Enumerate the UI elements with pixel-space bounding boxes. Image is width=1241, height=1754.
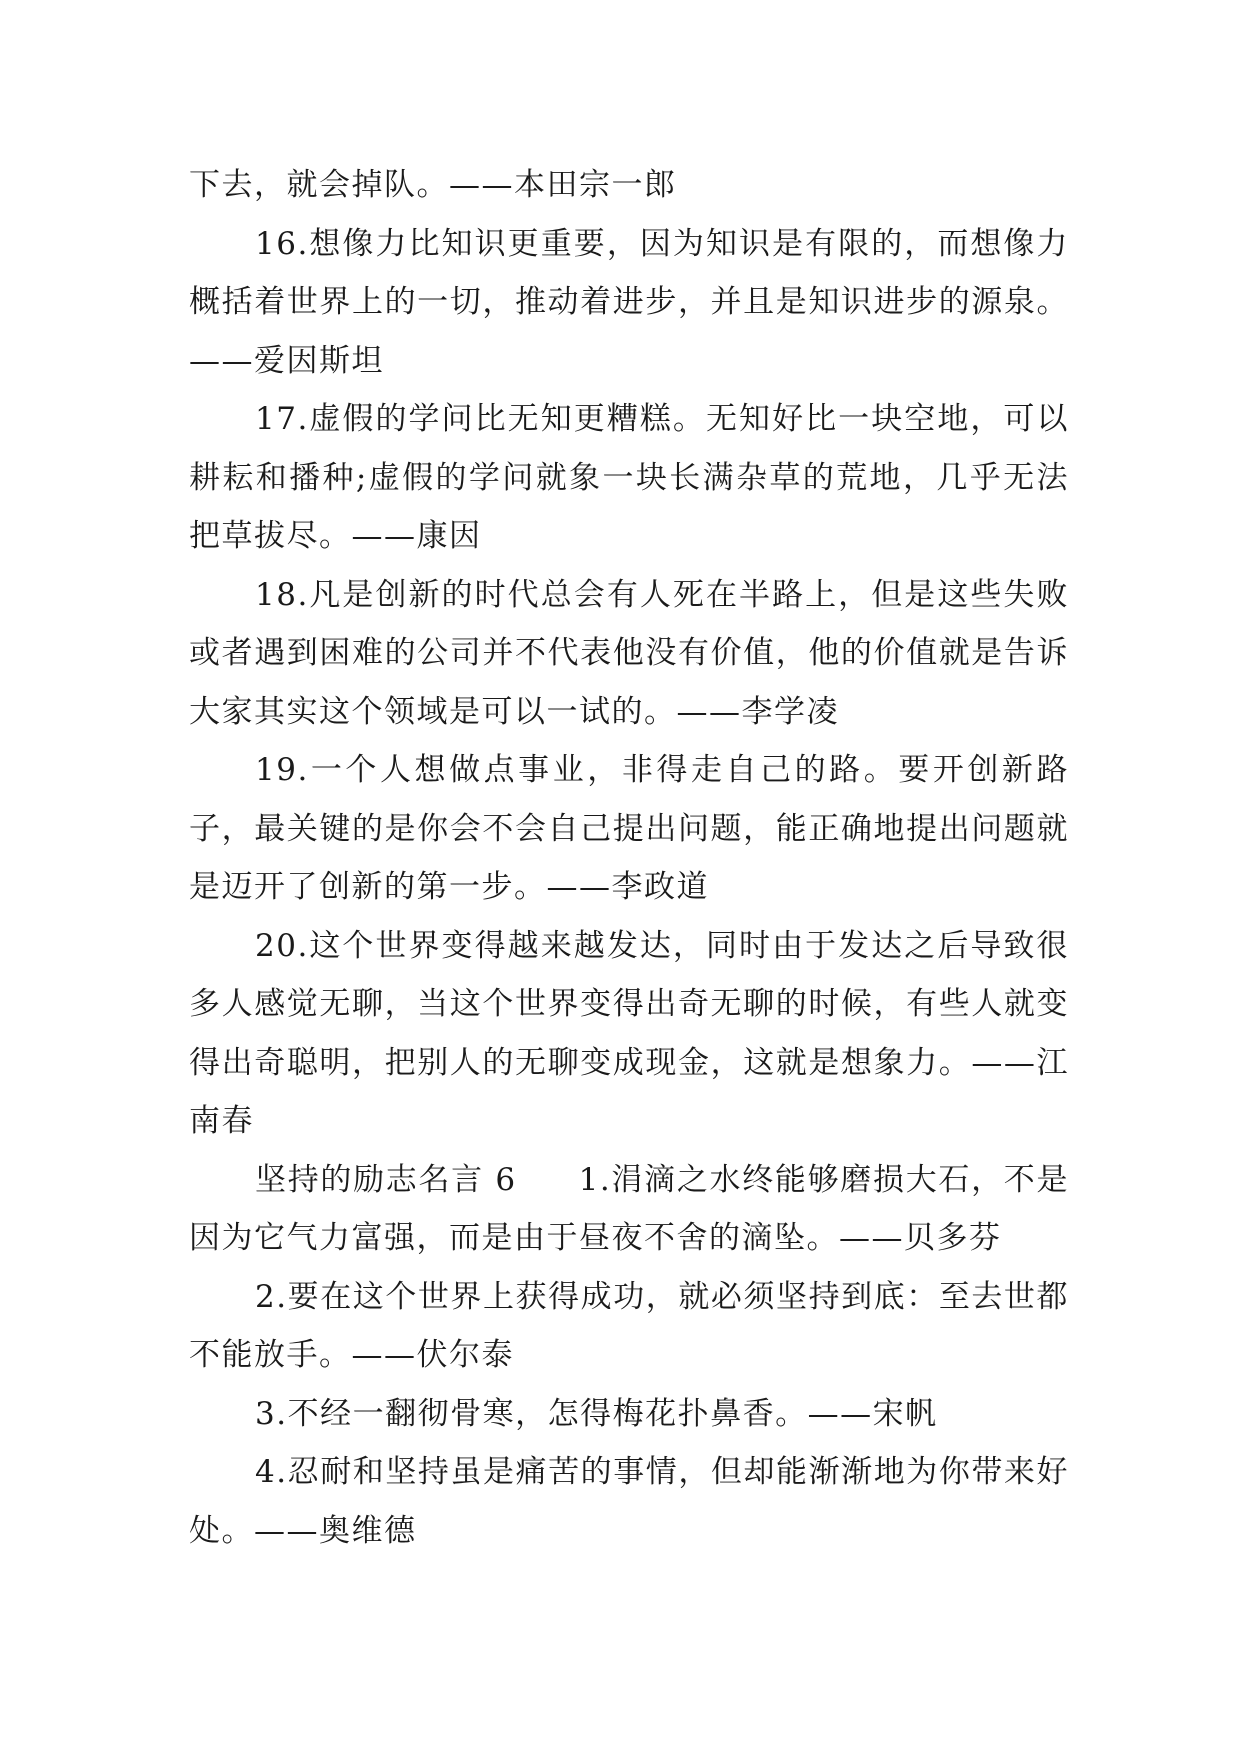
section-quote-1: 1.涓滴之水终能够磨损大石，不是因为它气力富强，而是由于昼夜不舍的滴坠。——贝多芬 xyxy=(189,1161,1069,1256)
section-quote-2: 2.要在这个世界上获得成功，就必须坚持到底：至去世都不能放手。——伏尔泰 xyxy=(189,1278,1069,1373)
quote-18: 18.凡是创新的时代总会有人死在半路上，但是这些失败或者遇到困难的公司并不代表他没有价值，他的价值就是告诉大家其实这个领域是可以一试的。——李学凌 xyxy=(189,576,1069,730)
section-heading: 坚持的励志名言 6 xyxy=(255,1161,517,1198)
section-paragraph xyxy=(189,1151,1069,1268)
section-quote-4: 4.忍耐和坚持虽是痛苦的事情，但却能渐渐地为你带来好处。——奥维德 xyxy=(189,1454,1069,1549)
document-body xyxy=(189,156,1069,1560)
quote-20: 20.这个世界变得越来越发达，同时由于发达之后导致很多人感觉无聊，当这个世界变得出奇无聊的时候，有些人就变得出奇聪明，把别人的无聊变成现金，这就是想象力。——江南春 xyxy=(189,927,1069,1139)
quote-17: 17.虚假的学问比无知更糟糕。无知好比一块空地，可以耕耘和播种;虚假的学问就象一块长满杂草的荒地，几乎无法把草拔尽。——康因 xyxy=(189,401,1069,554)
quote-19: 19.一个人想做点事业，非得走自己的路。要开创新路子，最关键的是你会不会自己提出问题，能正确地提出问题就是迈开了创新的第一步。——李政道 xyxy=(189,752,1069,905)
paragraph-continuation: 下去，就会掉队。——本田宗一郎 xyxy=(189,167,677,203)
section-quote-3: 3.不经一翻彻骨寒，怎得梅花扑鼻香。——宋帆 xyxy=(255,1395,938,1432)
quote-16: 16.想像力比知识更重要，因为知识是有限的，而想像力概括着世界上的一切，推动着进步，并且是知识进步的源泉。——爱因斯坦 xyxy=(189,225,1069,379)
